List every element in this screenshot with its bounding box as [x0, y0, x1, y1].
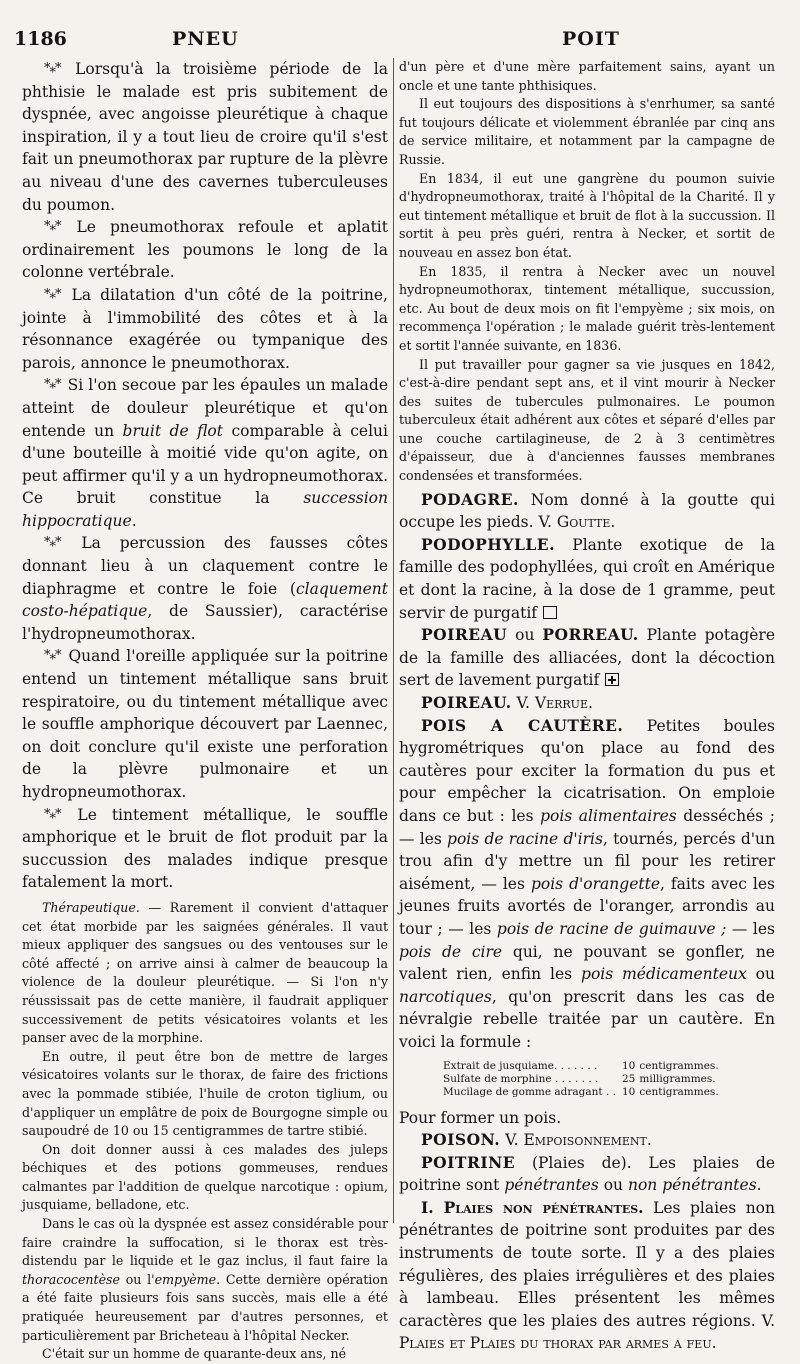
entry-poison: POISON. V. Empoisonnement. — [421, 1130, 652, 1150]
asterism-icon: *⁎* — [44, 648, 61, 664]
entry-headword: PORREAU. — [542, 625, 639, 645]
left-column — [22, 58, 388, 1364]
asterism-icon: *⁎* — [44, 61, 61, 76]
right-running-head: POIT — [562, 28, 620, 50]
paragraph: Il put travailler pour gagner sa vie jusques en 1842, c'est-à-dire pendant sept ans, et il vint mourir à Necker des suites de tubercules pulmonaires. Le poumon tuberculeux était adhérent aux côtes et séparé d'elles par une couche cartilagineuse, de 2 à 3 centimètres d'épaisseur, due à d'anciennes fausses membranes condensées et transformées. — [399, 356, 775, 484]
page-header — [0, 28, 800, 54]
asterism-icon: *⁎* — [44, 377, 61, 393]
entry-pois-a-cautere: POIS A CAUTÈRE. Petites boules hygrométriques qu'on place au fond des cautères pour exciter la formation du pus et pour empêcher la cicatrisation. On emploie dans ce but : les pois alimentaires desséchés ; — les pois de racine d'iris, tournés, percés d'un trou afin d'y mettre un fil pour les retirer aisément, — les pois d'orangette, faits avec les jeunes fruits avortés de l'oranger, arrondis au tour ; — les pois de racine de guimauve ; — les pois de cire qui, ne pouvant se gonfler, ne valent rien, enfin les pois médicamenteux ou narcotiques, qu'on prescrit dans les cas de névralgie rebelle traitée par un cautère. En voici la formule : — [399, 715, 776, 1051]
left-running-head: PNEU — [172, 28, 239, 50]
purgative-square-icon — [543, 606, 557, 619]
paragraph: *⁎* La percussion des fausses côtes donnant lieu à un claquement contre le diaphragme et contre le foie (claquement costo-hépatique, de Saussier), caractérise l'hydropneumothorax. — [22, 534, 388, 643]
therapy-paragraph: Thérapeutique. — Rarement il convient d'attaquer cet état morbide par les saignées générales. Il vaut mieux appliquer des sangsues ou des ventouses sur le côté affecté ; on arrive ainsi à calmer de beaucoup la violence de la douleur pleurétique. — Si l'on n'y réussissait pas de cette manière, il faudrait appliquer successivement de petits vésicatoires volants et les panser avec de la morphine. — [22, 899, 388, 1046]
entry-headword: PODOPHYLLE. — [421, 534, 555, 554]
therapy-paragraph: En outre, il peut être bon de mettre de larges vésicatoires volants sur le thorax, de faire des frictions avec la pommade stibiée, l'huile de croton tiglium, ou d'appliquer un emplâtre de poix de Bourgogne simple ou saupoudré de 10 ou 15 centigrammes de tartre stibié. — [22, 1048, 388, 1139]
entry-podophylle: PODOPHYLLE. Plante exotique de la famille des podophyllées, qui croît en Amérique et dont la racine, à la dose de 1 gramme, peut servir de purgatif — [399, 534, 775, 622]
entry-poireau: POIREAU. V. Verrue. — [421, 693, 593, 712]
asterism-icon: *⁎* — [44, 806, 61, 822]
page-number: 1186 — [14, 28, 67, 50]
entry-headword: PODAGRE. — [421, 489, 519, 509]
entry-headword: POIREAU — [421, 625, 508, 645]
entry-headword: POIS A CAUTÈRE. — [421, 715, 624, 735]
entry-podagre: PODAGRE. Nom donné à la goutte qui occupe les pieds. V. Goutte. — [399, 489, 775, 532]
asterism-icon: *⁎* — [44, 286, 61, 302]
paragraph: *⁎* Lorsqu'à la troisième période de la phthisie le malade est pris subitement de dyspnée, avec angoisse pleurétique à chaque inspiration, il y a tout lieu de croire qu'il s'est fait un pneumothorax par rupture de la plèvre au niveau d'une des cavernes tuberculeuses du poumon. — [22, 60, 388, 214]
therapy-paragraph: Dans le cas où la dyspnée est assez considérable pour faire craindre la suffocation, si le thorax est très-distendu par le liquide et le gaz inclus, il faut faire la thoracocentèse ou l'empyème. Cette dernière opération a été faite plusieurs fois sans succès, mais elle a été pratiquée heureusement par d'autres personnes, et particulièrement par Bricheteau à l'hôpital Necker. — [22, 1216, 388, 1343]
asterism-icon: *⁎* — [44, 535, 61, 551]
formula-row: Sulfate de morphine . . . . . . . 25 milligrammes. — [443, 1072, 716, 1085]
paragraph: En 1835, il rentra à Necker avec un nouvel hydropneumothorax, tintement métallique, succussion, etc. Au bout de deux mois on fit l'empyème ; six mois, on recommença l'opération ; le malade guérit très-lentement et sortit l'année suivante, en 1836. — [399, 263, 775, 353]
asterism-icon: *⁎* — [44, 219, 61, 235]
therapy-paragraph: C'était sur un homme de quarante-deux ans, né — [42, 1346, 347, 1362]
paragraph: *⁎* La dilatation d'un côté de la poitrine, jointe à l'immobilité des côtes et à la résonnance exagérée ou tympanique des parois, annonce le pneumothorax. — [22, 285, 388, 372]
section-heading: I. Plaies non pénétrantes. — [421, 1197, 644, 1217]
entry-headword: POISON. — [421, 1130, 501, 1150]
paragraph: d'un père et d'une mère parfaitement sains, ayant un oncle et une tante phthisiques. — [399, 59, 775, 93]
column-divider — [393, 58, 394, 1223]
entry-poitrine: POITRINE (Plaies de). Les plaies de poitrine sont pénétrantes ou non pénétrantes. — [399, 1152, 775, 1195]
entry-headword: POITRINE — [421, 1152, 516, 1172]
entry-poireau-porreau: POIREAU ou PORREAU. Plante potagère de la famille des alliacées, dont la décoction sert de lavement purgatif — [399, 625, 775, 690]
formula-row: Extrait de jusquiame. . . . . . . 10 centigrammes. — [443, 1059, 719, 1072]
entry-headword: POIREAU. — [421, 693, 512, 712]
paragraph: *⁎* Si l'on secoue par les épaules un malade atteint de douleur pleurétique et qu'on entende un bruit de flot comparable à celui d'une bouteille à moitié vide qu'on agite, on peut affirmer qu'il y a un hydropneumothorax. Ce bruit constitue la succession hippocratique. — [22, 376, 388, 530]
paragraph: En 1834, il eut une gangrène du poumon suivie d'hydropneumothorax, traité à l'hôpital de la Charité. Il y eut tintement métallique et bruit de flot à la succussion. Il sortit à peu près guéri, rentra à Necker, et sortit de nouveau en assez bon état. — [399, 170, 775, 260]
paragraph: *⁎* Le tintement métallique, le souffle amphorique et le bruit de flot produit par la succussion des malades indique presque fatalement la mort. — [22, 805, 388, 892]
section-plaies-non-penetrantes: I. Plaies non pénétrantes. Les plaies non pénétrantes de poitrine sont produites par des instruments de toute sorte. Il y a des plaies régulières, des plaies irrégulières et des plaies à lambeau. Elles présentent les mêmes caractères que les plaies des autres régions. V. Plaies et Plaies du thorax par armes a feu. — [399, 1197, 776, 1353]
paragraph: *⁎* Le pneumothorax refoule et aplatit ordinairement les poumons le long de la colonne vertébrale. — [22, 218, 388, 282]
formula-table — [443, 1060, 725, 1099]
paragraph: Il eut toujours des dispositions à s'enrhumer, sa santé fut toujours délicate et violemment ébranlée par cinq ans de service militaire, et notamment par la campagne de Russie. — [399, 96, 775, 167]
paragraph: *⁎* Quand l'oreille appliquée sur la poitrine entend un tintement métallique sans bruit respiratoire, ou du tintement métallique avec le souffle amphorique découvert par Laennec, on doit conclure qu'il existe une perforation de la plèvre pulmonaire et un hydropneumothorax. — [22, 647, 388, 801]
right-column — [399, 58, 775, 1355]
formula-row: Mucilage de gomme adragant . . 10 centigrammes. — [443, 1085, 719, 1098]
formula-note: Pour former un pois. — [399, 1108, 562, 1127]
therapy-paragraph: On doit donner aussi à ces malades des juleps béchiques et des potions gommeuses, rendues calmantes par l'addition de quelque narcotique : opium, jusquiame, belladone, etc. — [22, 1141, 388, 1213]
plus-square-icon — [605, 673, 619, 686]
